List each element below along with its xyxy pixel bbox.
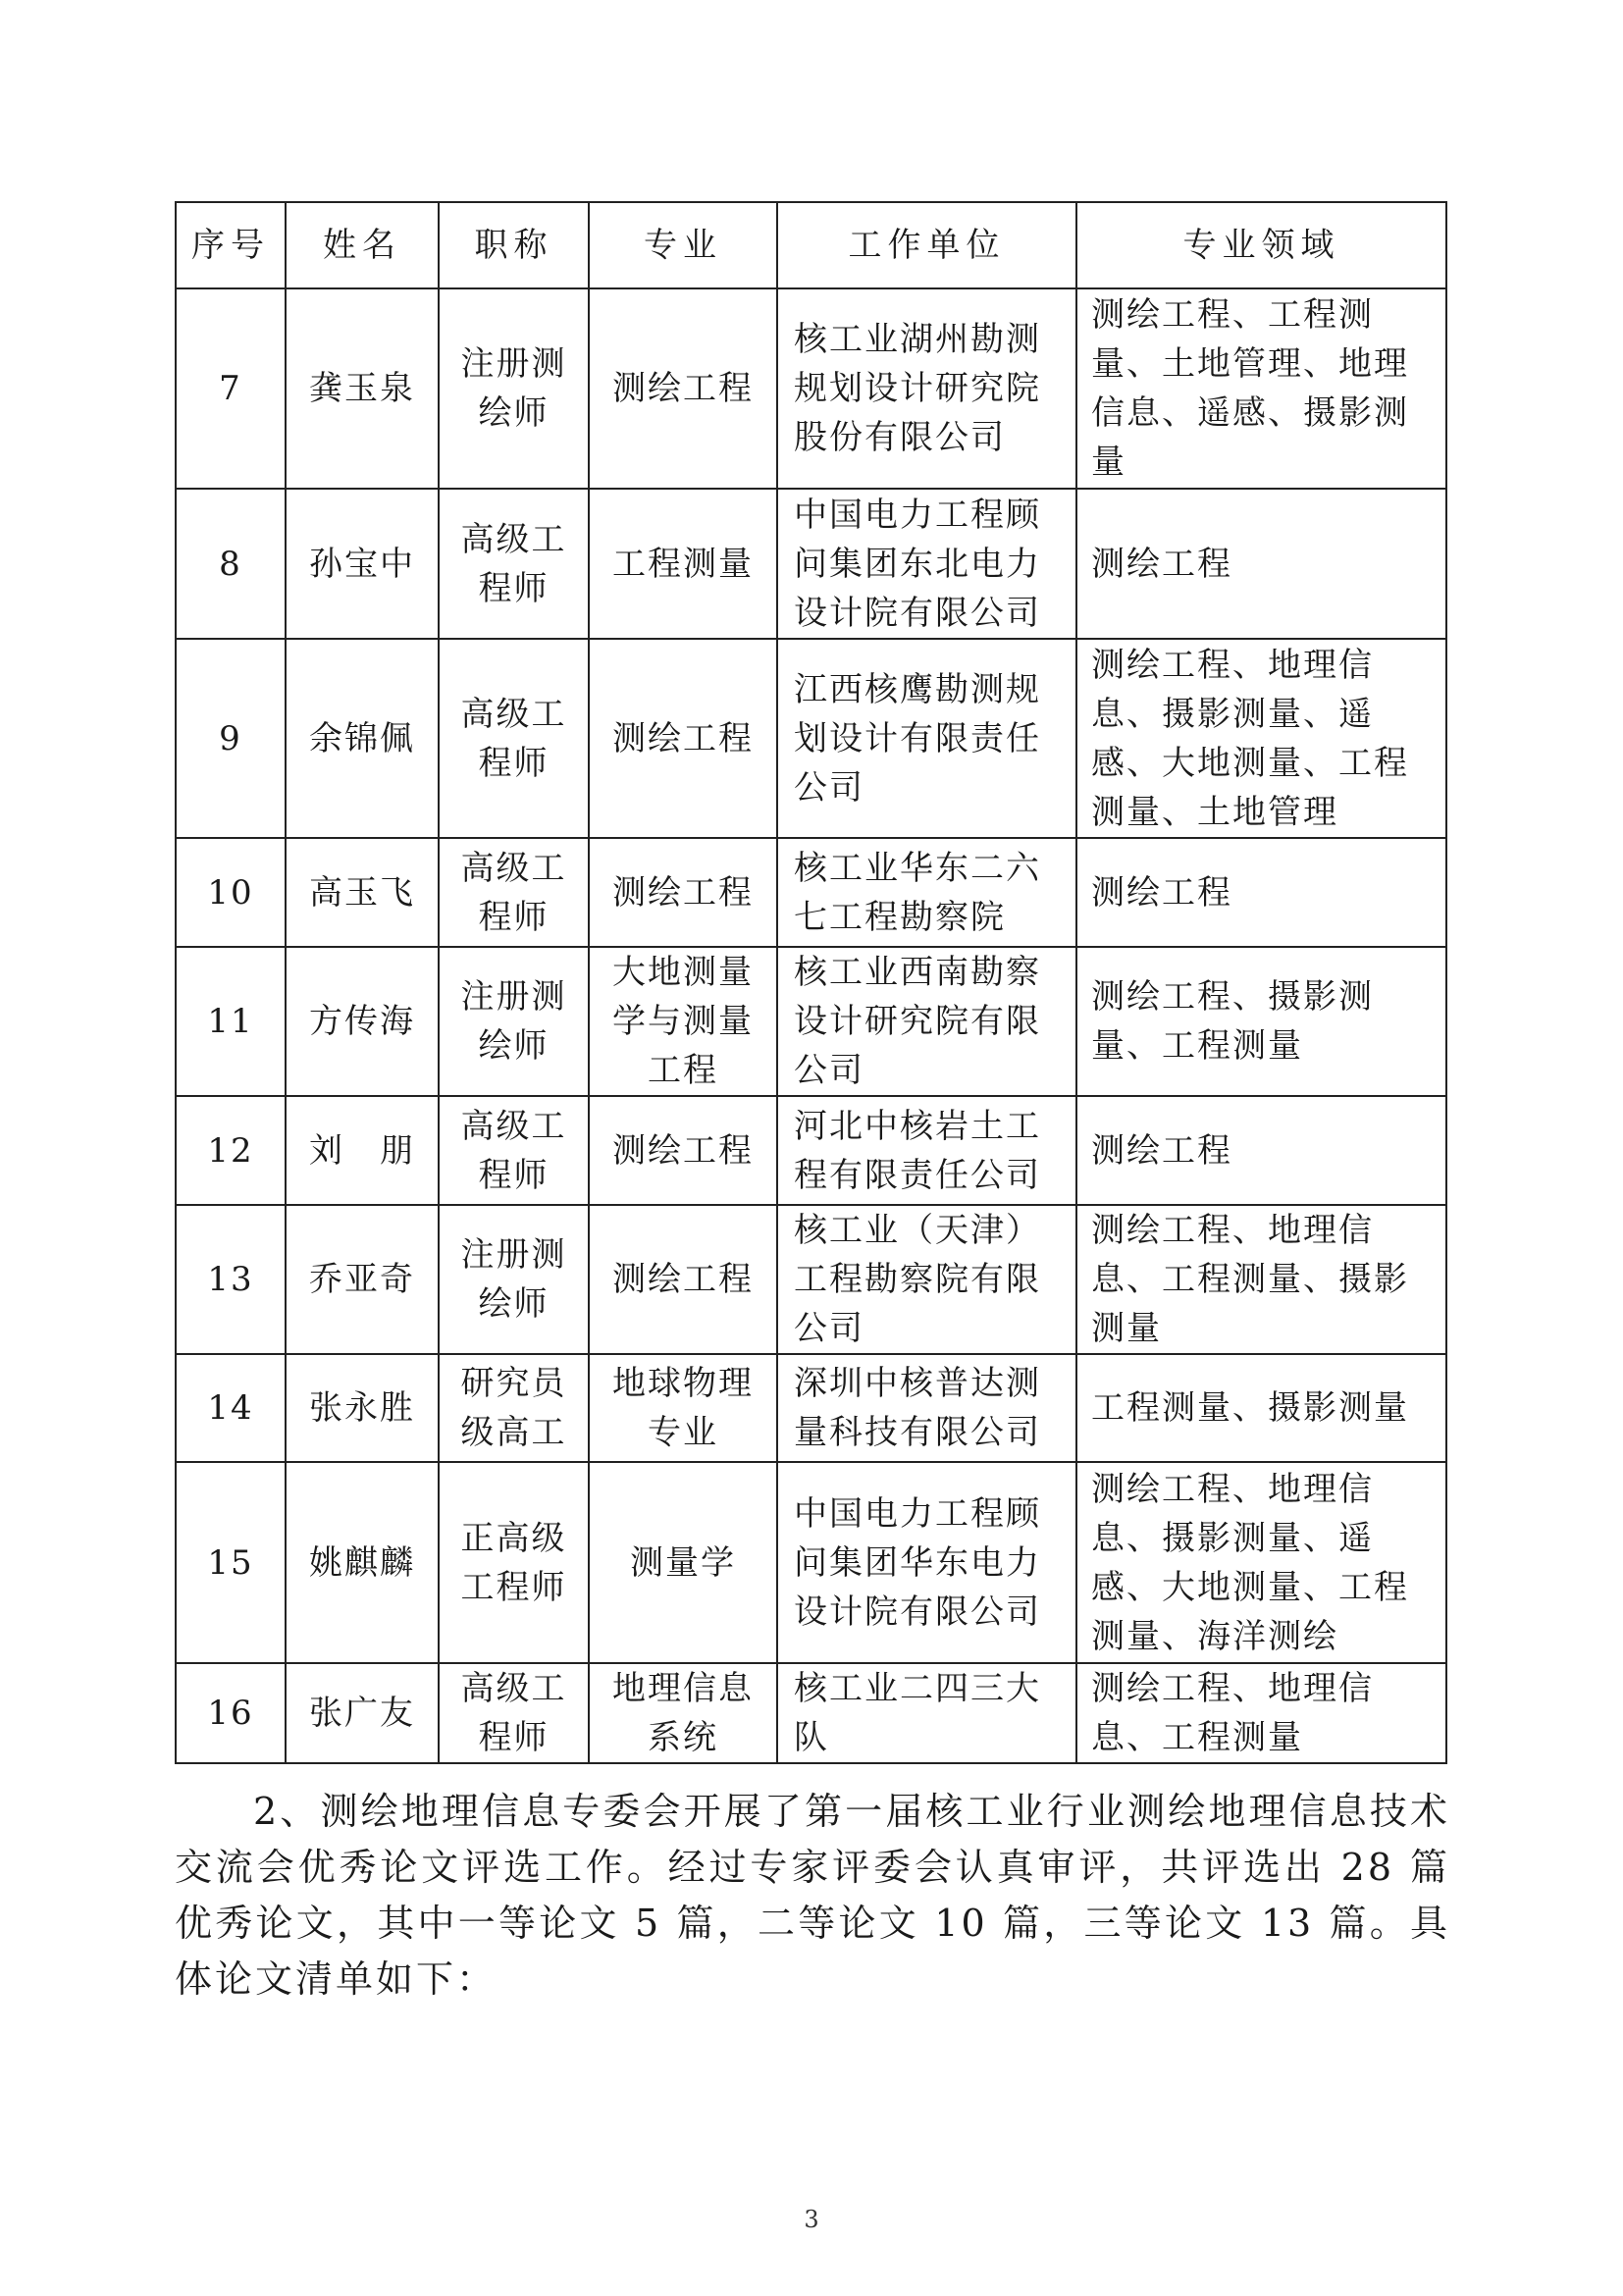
cell-major: 测绘工程: [589, 1096, 777, 1205]
cell-unit: 核工业湖州勘测规划设计研究院股份有限公司: [777, 288, 1076, 489]
cell-no: 11: [176, 947, 286, 1096]
cell-major: 地球物理专业: [589, 1354, 777, 1462]
cell-title: 高级工程师: [439, 1096, 589, 1205]
cell-name: 龚玉泉: [286, 288, 439, 489]
cell-no: 9: [176, 639, 286, 838]
cell-major: 工程测量: [589, 489, 777, 639]
cell-major: 测量学: [589, 1462, 777, 1663]
cell-no: 15: [176, 1462, 286, 1663]
cell-title: 高级工程师: [439, 489, 589, 639]
table-row: [176, 1462, 1446, 1663]
table-row: [176, 838, 1446, 947]
cell-field: 测绘工程、地理信息、工程测量、摄影测量: [1076, 1205, 1446, 1354]
cell-major: 测绘工程: [589, 288, 777, 489]
table-row: [176, 1205, 1446, 1354]
cell-major: 测绘工程: [589, 639, 777, 838]
header-no: 序号: [176, 202, 286, 288]
cell-field: 测绘工程、地理信息、工程测量: [1076, 1663, 1446, 1763]
paper-selection-paragraph: 2、测绘地理信息专委会开展了第一届核工业行业测绘地理信息技术交流会优秀论文评选工作。经过专家评委会认真审评，共评选出 28 篇优秀论文，其中一等论文 5 篇，二等论文 10 篇，三等论文 13 篇。具体论文清单如下：: [175, 1790, 1450, 2001]
cell-title: 注册测绘师: [439, 947, 589, 1096]
cell-name: 余锦佩: [286, 639, 439, 838]
header-unit: 工作单位: [777, 202, 1076, 288]
cell-field: 测绘工程、地理信息、摄影测量、遥感、大地测量、工程测量、海洋测绘: [1076, 1462, 1446, 1663]
table-row: [176, 947, 1446, 1096]
table-header-row: [176, 202, 1446, 288]
cell-unit: 江西核鹰勘测规划设计有限责任公司: [777, 639, 1076, 838]
cell-title: 注册测绘师: [439, 288, 589, 489]
cell-field: 测绘工程、摄影测量、工程测量: [1076, 947, 1446, 1096]
cell-title: 高级工程师: [439, 1663, 589, 1763]
page-number: 3: [804, 2206, 819, 2233]
cell-title: 高级工程师: [439, 838, 589, 947]
cell-no: 10: [176, 838, 286, 947]
cell-unit: 中国电力工程顾问集团华东电力设计院有限公司: [777, 1462, 1076, 1663]
cell-field: 测绘工程: [1076, 489, 1446, 639]
cell-major: 测绘工程: [589, 838, 777, 947]
cell-unit: 核工业（天津）工程勘察院有限公司: [777, 1205, 1076, 1354]
table-row: [176, 489, 1446, 639]
cell-name: 姚麒麟: [286, 1462, 439, 1663]
cell-name: 方传海: [286, 947, 439, 1096]
cell-no: 12: [176, 1096, 286, 1205]
cell-name: 孙宝中: [286, 489, 439, 639]
cell-major: 地理信息系统: [589, 1663, 777, 1763]
cell-field: 测绘工程、工程测量、土地管理、地理信息、遥感、摄影测量: [1076, 288, 1446, 489]
cell-name: 高玉飞: [286, 838, 439, 947]
cell-name: 刘 朋: [286, 1096, 439, 1205]
cell-no: 14: [176, 1354, 286, 1462]
cell-field: 测绘工程: [1076, 1096, 1446, 1205]
table-row: [176, 1663, 1446, 1763]
cell-title: 正高级工程师: [439, 1462, 589, 1663]
table-row: [176, 1096, 1446, 1205]
table-row: [176, 1354, 1446, 1462]
cell-field: 测绘工程: [1076, 838, 1446, 947]
cell-unit: 核工业西南勘察设计研究院有限公司: [777, 947, 1076, 1096]
cell-name: 张广友: [286, 1663, 439, 1763]
cell-unit: 河北中核岩土工程有限责任公司: [777, 1096, 1076, 1205]
cell-no: 8: [176, 489, 286, 639]
cell-no: 7: [176, 288, 286, 489]
cell-no: 16: [176, 1663, 286, 1763]
cell-major: 测绘工程: [589, 1205, 777, 1354]
cell-no: 13: [176, 1205, 286, 1354]
cell-title: 高级工程师: [439, 639, 589, 838]
table-row: [176, 639, 1446, 838]
experts-table: [175, 201, 1447, 1764]
cell-name: 张永胜: [286, 1354, 439, 1462]
cell-unit: 中国电力工程顾问集团东北电力设计院有限公司: [777, 489, 1076, 639]
cell-name: 乔亚奇: [286, 1205, 439, 1354]
cell-unit: 核工业华东二六七工程勘察院: [777, 838, 1076, 947]
cell-unit: 核工业二四三大队: [777, 1663, 1076, 1763]
table-row: [176, 288, 1446, 489]
cell-title: 注册测绘师: [439, 1205, 589, 1354]
cell-unit: 深圳中核普达测量科技有限公司: [777, 1354, 1076, 1462]
header-major: 专业: [589, 202, 777, 288]
cell-major: 大地测量学与测量工程: [589, 947, 777, 1096]
cell-field: 测绘工程、地理信息、摄影测量、遥感、大地测量、工程测量、土地管理: [1076, 639, 1446, 838]
header-title: 职称: [439, 202, 589, 288]
header-field: 专业领域: [1076, 202, 1446, 288]
cell-title: 研究员级高工: [439, 1354, 589, 1462]
cell-field: 工程测量、摄影测量: [1076, 1354, 1446, 1462]
header-name: 姓名: [286, 202, 439, 288]
